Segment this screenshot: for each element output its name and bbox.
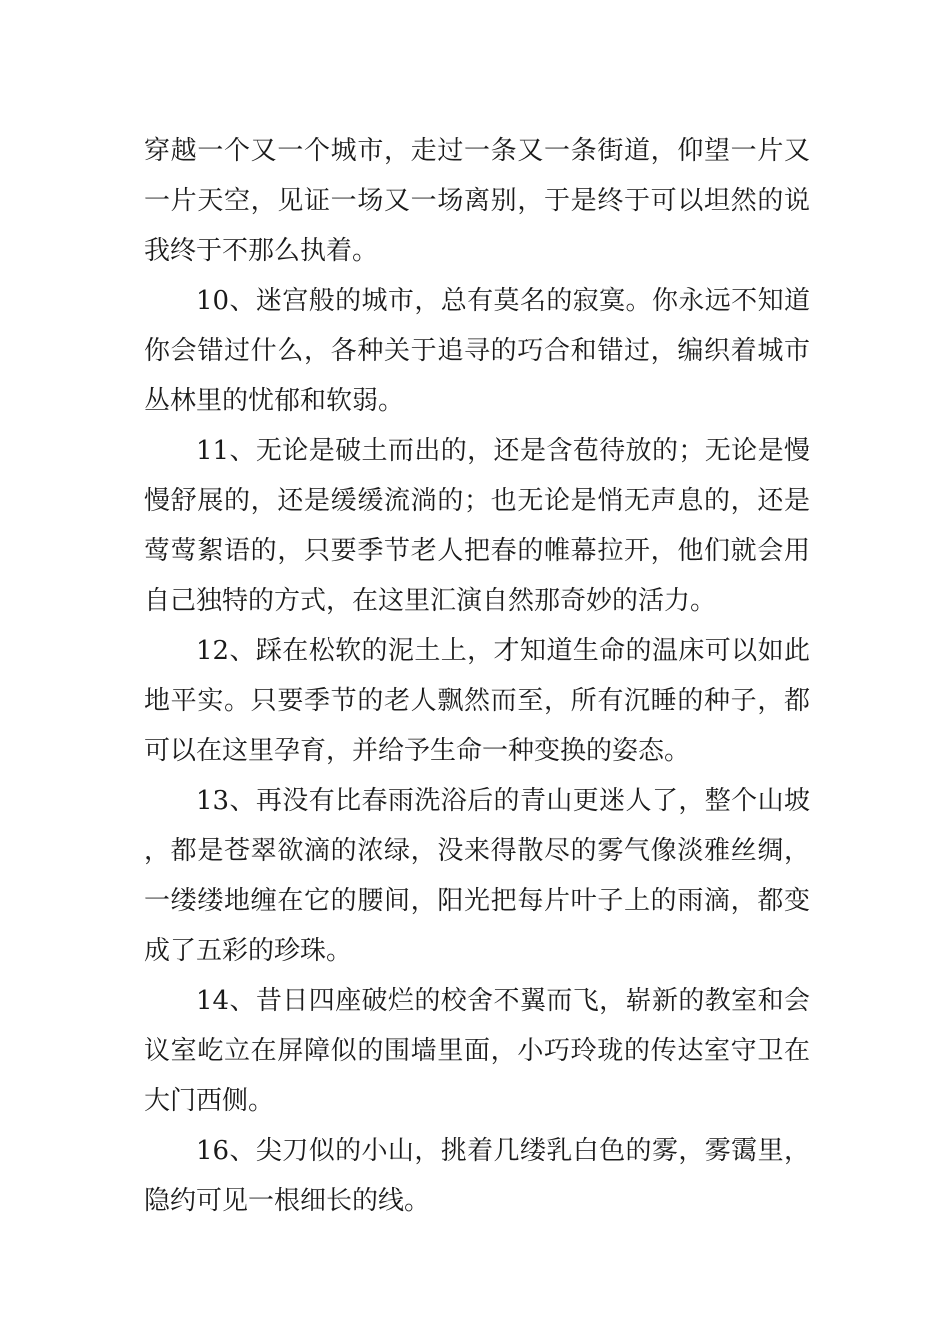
paragraph-13: 13、再没有比春雨洗浴后的青山更迷人了，整个山坡，都是苍翠欲滴的浓绿，没来得散尽的雾气像淡雅丝绸，一缕缕地缠在它的腰间，阳光把每片叶子上的雨滴，都变成了五彩的珍珠。	[144, 786, 810, 966]
paragraph-intro: 穿越一个又一个城市，走过一条又一条街道，仰望一片又一片天空，见证一场又一场离别，于是终于可以坦然的说我终于不那么执着。	[144, 136, 810, 266]
paragraph-11: 11、无论是破土而出的，还是含苞待放的；无论是慢慢舒展的，还是缓缓流淌的；也无论是悄无声息的，还是莺莺絮语的，只要季节老人把春的帷幕拉开，他们就会用自己独特的方式，在这里汇演自然那奇妙的活力。	[144, 436, 810, 616]
paragraph-12: 12、踩在松软的泥土上，才知道生命的温床可以如此地平实。只要季节的老人飘然而至，所有沉睡的种子，都可以在这里孕育，并给予生命一种变换的姿态。	[144, 636, 810, 766]
paragraph-16: 16、尖刀似的小山，挑着几缕乳白色的雾，雾霭里，隐约可见一根细长的线。	[144, 1136, 810, 1216]
paragraph-14: 14、昔日四座破烂的校舍不翼而飞，崭新的教室和会议室屹立在屏障似的围墙里面，小巧玲珑的传达室守卫在大门西侧。	[144, 986, 810, 1116]
document-body	[144, 126, 810, 1226]
paragraph-10: 10、迷宫般的城市，总有莫名的寂寞。你永远不知道你会错过什么，各种关于追寻的巧合和错过，编织着城市丛林里的忧郁和软弱。	[144, 286, 810, 416]
